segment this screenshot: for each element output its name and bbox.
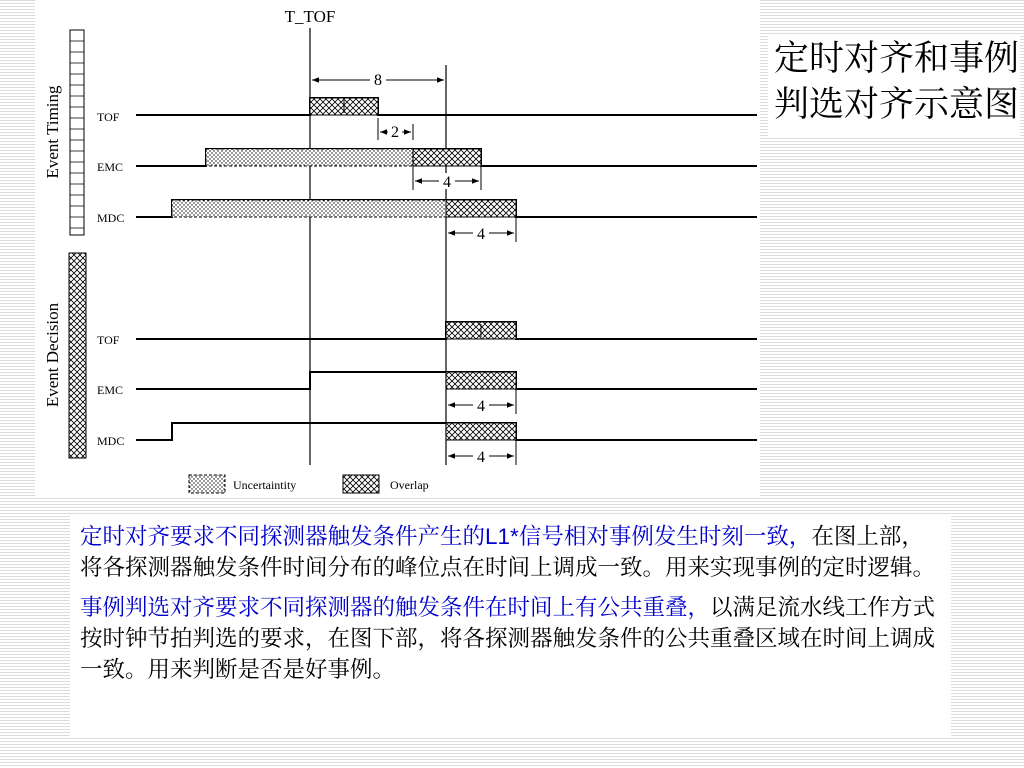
paragraph-timing-alignment — [80, 521, 941, 584]
signal-label-mdc-decision: MDC — [97, 434, 125, 448]
emc-timing-uncertainty-box — [206, 149, 413, 166]
signal-label-emc-decision: EMC — [97, 383, 124, 397]
section-label-decision: Event Decision — [43, 302, 62, 408]
dimension-2 — [378, 118, 413, 141]
svg-text:4: 4 — [477, 398, 485, 415]
slide-title: 定时对齐和事例判选对齐示意图 — [768, 36, 1020, 138]
legend-uncertainty-swatch — [189, 475, 225, 493]
dimension-4-mdc-decision — [448, 440, 516, 466]
dimension-8 — [312, 71, 444, 89]
dimension-4-emc-decision — [448, 389, 516, 415]
event-decision-bar — [69, 253, 86, 458]
signal-label-tof-timing: TOF — [97, 110, 120, 124]
dimension-4-emc-timing — [413, 166, 481, 191]
para1-highlight-l1: L1* — [485, 524, 519, 549]
legend-overlap-label: Overlap — [390, 478, 429, 492]
mdc-timing-overlap-box — [446, 200, 516, 217]
svg-text:4: 4 — [443, 174, 451, 191]
description-box — [70, 515, 951, 738]
svg-text:8: 8 — [374, 72, 382, 89]
section-label-timing: Event Timing — [43, 85, 62, 179]
para1-highlight-b: 信号相对事例发生时刻一致， — [518, 524, 812, 550]
svg-text:4: 4 — [477, 449, 485, 466]
para1-highlight-a: 定时对齐要求不同探测器触发条件产生的 — [80, 524, 486, 550]
event-timing-bar — [70, 30, 84, 235]
emc-decision-overlap-box — [446, 372, 516, 389]
dimension-4-mdc-timing — [448, 217, 516, 243]
legend — [189, 475, 429, 493]
signal-label-emc-timing: EMC — [97, 160, 124, 174]
t-tof-label: T_TOF — [284, 7, 336, 26]
signal-label-mdc-timing: MDC — [97, 211, 125, 225]
mdc-timing-uncertainty-box — [172, 200, 446, 217]
para2-highlight: 事例判选对齐要求不同探测器的触发条件在时间上有公共重叠， — [80, 595, 711, 621]
svg-text:2: 2 — [391, 124, 399, 141]
para1-body: 在图上部，将各探测器触发条件时间分布的峰位点在时间上调成一致。用来实现事例的定时逻辑。 — [80, 524, 936, 581]
para2-body: 以满足流水线工作方式按时钟节拍判选的要求，在图下部，将各探测器触发条件的公共重叠区域在时间上调成一致。用来判断是否是好事例。 — [80, 595, 936, 683]
legend-uncertainty-label: Uncertaintity — [233, 478, 297, 492]
svg-text:4: 4 — [477, 226, 485, 243]
legend-overlap-swatch — [343, 475, 379, 493]
emc-timing-overlap-box — [413, 149, 481, 166]
paragraph-decision-alignment — [80, 593, 941, 686]
timing-diagram — [35, 0, 760, 496]
mdc-decision-overlap-box — [446, 423, 516, 440]
signal-label-tof-decision: TOF — [97, 333, 120, 347]
